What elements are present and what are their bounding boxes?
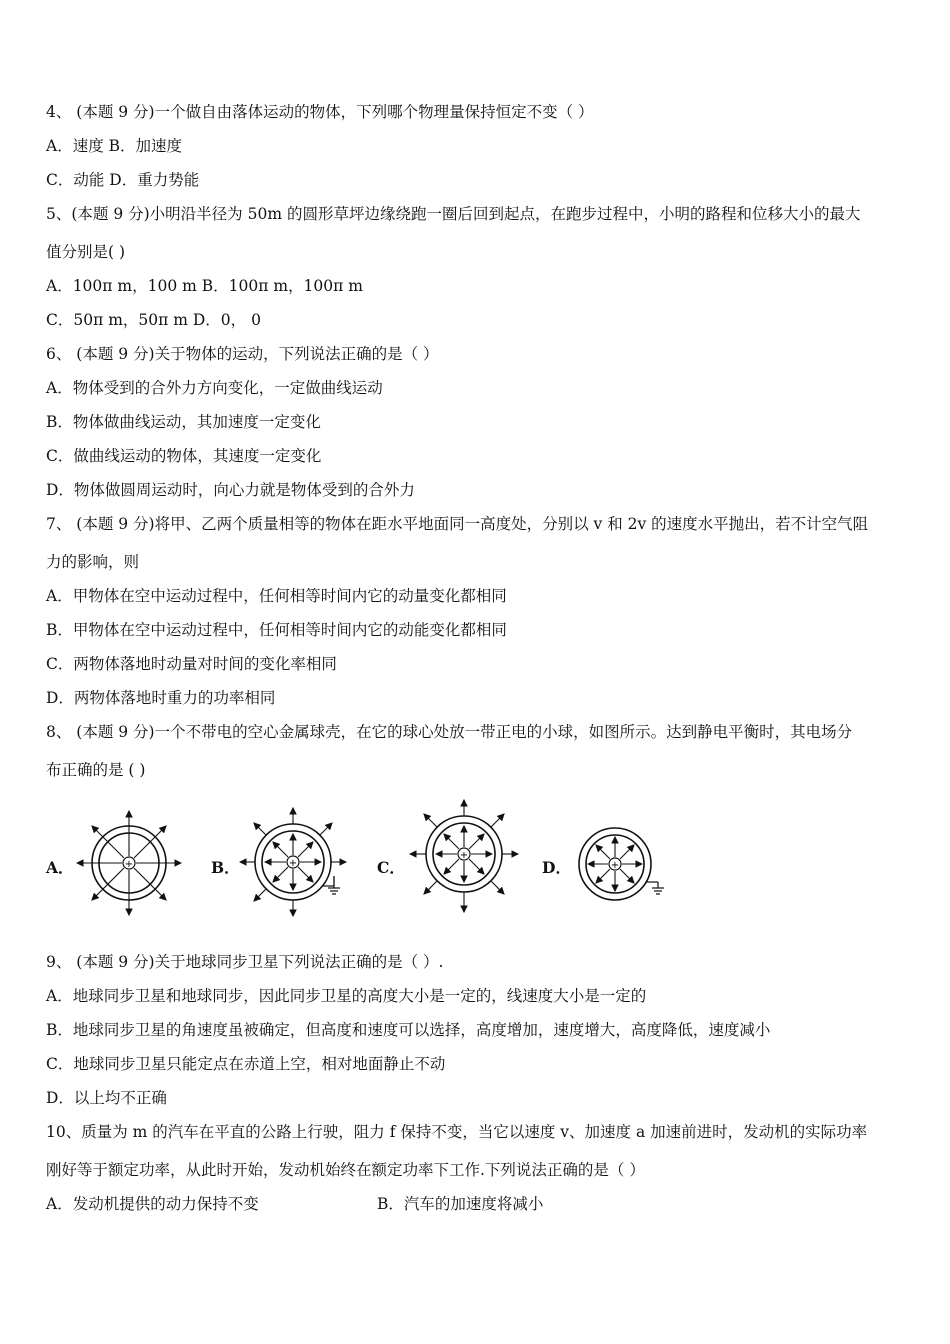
q8-figure-label-a: A．: [46, 858, 74, 877]
q5-stem-line1: 5、(本题 9 分)小明沿半径为 50m 的圆形草坪边缘绕跑一圈后回到起点，在跑步过程中，小明的路程和位移大小的最大: [46, 205, 861, 223]
q6-stem: 6、 (本题 9 分)关于物体的运动，下列说法正确的是（ ）: [46, 345, 439, 363]
q8-figure-label-d: D．: [542, 858, 571, 877]
q9-stem: 9、 (本题 9 分)关于地球同步卫星下列说法正确的是（ ）.: [46, 953, 444, 971]
q9-option-c: C．地球同步卫星只能定点在赤道上空，相对地面静止不动: [46, 1055, 446, 1073]
plus-sign: +: [124, 859, 134, 870]
q4-options-ab: A．速度 B．加速度: [46, 137, 183, 155]
q6-option-d: D．物体做圆周运动时，向心力就是物体受到的合外力: [46, 481, 415, 499]
q8-stem-line1: 8、 (本题 9 分)一个不带电的空心金属球壳，在它的球心处放一带正电的小球，如图所示。达到静电平衡时，其电场分: [46, 723, 853, 741]
q7-stem-line1: 7、 (本题 9 分)将甲、乙两个质量相等的物体在距水平地面同一高度处，分别以 v 和 2v 的速度水平抛出，若不计空气阻: [46, 515, 869, 533]
q9-option-a: A．地球同步卫星和地球同步，因此同步卫星的高度大小是一定的，线速度大小是一定的: [46, 987, 647, 1005]
q6-option-b: B．物体做曲线运动，其加速度一定变化: [46, 413, 321, 431]
q6-option-c: C．做曲线运动的物体，其速度一定变化: [46, 447, 322, 465]
ground-icon: [322, 876, 340, 894]
q7-option-c: C．两物体落地时动量对时间的变化率相同: [46, 655, 337, 673]
q8-figure-d: [578, 826, 670, 906]
ground-icon: [646, 882, 664, 894]
q6-option-a: A．物体受到的合外力方向变化，一定做曲线运动: [46, 379, 383, 397]
q9-option-b: B．地球同步卫星的角速度虽被确定，但高度和速度可以选择，高度增加，速度增大，高度降低，速度减小: [46, 1021, 771, 1039]
q7-option-d: D．两物体落地时重力的功率相同: [46, 689, 276, 707]
q8-figure-b: [238, 806, 358, 918]
q4-options-cd: C．动能 D．重力势能: [46, 171, 200, 189]
q10-stem-line2: 刚好等于额定功率，从此时开始，发动机始终在额定功率下工作.下列说法正确的是（ ）: [46, 1161, 645, 1179]
q4-stem: 4、 (本题 9 分)一个做自由落体运动的物体，下列哪个物理量保持恒定不变（ ）: [46, 103, 594, 121]
q9-option-d: D．以上均不正确: [46, 1089, 167, 1107]
q7-option-b: B．甲物体在空中运动过程中，任何相等时间内它的动能变化都相同: [46, 621, 507, 639]
q8-stem-line2: 布正确的是 ( ): [46, 761, 146, 779]
q7-stem-line2: 力的影响，则: [46, 553, 140, 571]
plus-sign: +: [610, 860, 620, 871]
q8-figure-c: [408, 798, 520, 914]
q5-options-ab: A．100π m，100 m B．100π m，100π m: [46, 277, 363, 295]
plus-sign: +: [288, 858, 298, 869]
q5-options-cd: C．50π m，50π m D．0， 0: [46, 311, 261, 329]
q10-option-a: A．发动机提供的动力保持不变: [46, 1195, 259, 1213]
q8-figure-label-b: B．: [211, 858, 240, 877]
q10-stem-line1: 10、质量为 m 的汽车在平直的公路上行驶，阻力 f 保持不变，当它以速度 v、加速度 a 加速前进时，发动机的实际功率: [46, 1123, 868, 1141]
q10-option-b: B．汽车的加速度将减小: [377, 1195, 544, 1213]
plus-sign: +: [459, 850, 469, 861]
q8-figure-a: [74, 808, 184, 918]
q5-stem-line2: 值分别是( ): [46, 243, 126, 261]
q8-figure-label-c: C．: [377, 858, 405, 877]
q7-option-a: A．甲物体在空中运动过程中，任何相等时间内它的动量变化都相同: [46, 587, 507, 605]
